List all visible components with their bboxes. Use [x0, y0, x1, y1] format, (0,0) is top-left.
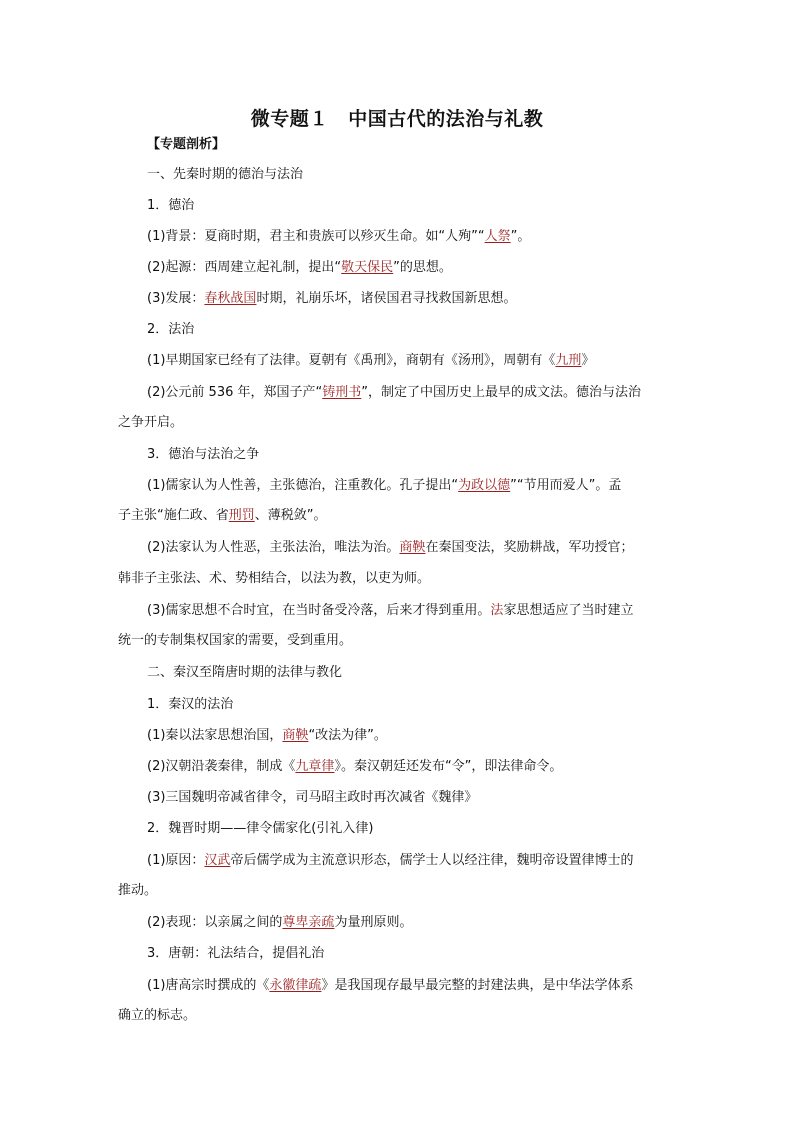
paragraph: (3)三国魏明帝减省律令，司马昭主政时再次减省《魏律》 — [147, 790, 478, 805]
text: (1)儒家认为人性善，主张德治，注重教化。孔子提出“ — [147, 478, 459, 493]
text: 在秦国变法，奖励耕战，军功授官； — [425, 540, 634, 555]
key-term: 刑罚 — [228, 508, 255, 523]
text: (2)汉朝沿袭秦律，制成《 — [147, 759, 296, 774]
paragraph — [147, 852, 633, 870]
paragraph — [147, 727, 387, 745]
part2-s1-heading: 1．秦汉的法治 — [147, 697, 234, 712]
text: 帝后儒学成为主流意识形态，儒学士人以经注律，魏明帝设置律博士的 — [230, 853, 634, 868]
paragraph — [147, 290, 516, 308]
text: 》 — [581, 353, 595, 368]
key-term: 九刑 — [555, 353, 582, 368]
text: 、薄税敛”。 — [254, 508, 327, 523]
text: 时期，礼崩乐坏，诸侯国君寻找救国新思想。 — [256, 291, 517, 306]
text: 》是我国现存最早最完整的封建法典，是中华法学体系 — [321, 978, 634, 993]
paragraph — [147, 384, 641, 402]
part1-s3-heading: 3．德治与法治之争 — [147, 447, 260, 462]
part1-s2-heading: 2．法治 — [147, 322, 195, 337]
paragraph — [147, 259, 452, 277]
part1-s1-heading: 1．德治 — [147, 198, 195, 213]
paragraph-continuation: 韩非子主张法、术、势相结合，以法为教，以吏为师。 — [118, 571, 431, 586]
key-term: 商鞅 — [282, 728, 309, 743]
text: ”“节用而爱人”。孟 — [510, 478, 622, 493]
paragraph — [147, 477, 621, 495]
key-term: 铸刑书 — [322, 385, 362, 400]
part2-heading: 二、秦汉至隋唐时期的法律与教化 — [147, 665, 343, 680]
text: ”，制定了中国历史上最早的成文法。德治与法治 — [361, 385, 641, 400]
text: ”。 — [510, 229, 531, 244]
part1-heading: 一、先秦时期的德治与法治 — [147, 167, 304, 182]
text: (1)背景：夏商时期，君主和贵族可以殄灭生命。如“人殉”“ — [147, 229, 485, 244]
paragraph — [147, 914, 412, 932]
paragraph — [147, 228, 530, 246]
paragraph — [147, 758, 562, 776]
key-term: 春秋战国 — [204, 291, 257, 306]
text: (1)唐高宗时撰成的《 — [147, 978, 270, 993]
key-term: 尊卑亲疏 — [282, 915, 335, 930]
text: (3)发展： — [147, 291, 205, 306]
key-term: 商鞅 — [399, 540, 426, 555]
text: “改法为律”。 — [308, 728, 387, 743]
text: (1)秦以法家思想治国， — [147, 728, 283, 743]
text: (2)表现：以亲属之间的 — [147, 915, 283, 930]
paragraph — [147, 977, 633, 995]
text: 子主张“施仁政、省 — [118, 508, 229, 523]
paragraph-continuation: 推动。 — [118, 883, 158, 898]
key-term: 永徽律疏 — [269, 978, 322, 993]
paragraph — [147, 602, 633, 620]
part2-s3-heading: 3．唐朝：礼法结合，提倡礼治 — [147, 946, 325, 961]
key-term: 九章律 — [295, 759, 335, 774]
text: (3)儒家思想不合时宜，在当时备受冷落，后来才得到重用。 — [147, 603, 491, 618]
paragraph — [147, 352, 594, 370]
page-title: 微专题１ 中国古代的法治与礼教 — [250, 108, 544, 130]
text: (2)法家认为人性恶，主张法治，唯法为治。 — [147, 540, 400, 555]
key-term: 为政以德 — [458, 478, 511, 493]
paragraph-continuation: 确立的标志。 — [118, 1008, 197, 1023]
text: (1)早期国家已经有了法律。夏朝有《禹刑》，商朝有《汤刑》，周朝有《 — [147, 353, 556, 368]
key-term: 汉武 — [204, 853, 231, 868]
text: (2)公元前 536 年，郑国子产“ — [147, 385, 323, 400]
paragraph-continuation: 统一的专制集权国家的需要，受到重用。 — [118, 633, 353, 648]
text: (1)原因： — [147, 853, 205, 868]
section-label: 【专题剖析】 — [147, 137, 226, 152]
key-term: 敬天保民 — [341, 260, 394, 275]
paragraph-continuation — [118, 507, 327, 525]
text: (2)起源：西周建立起礼制，提出“ — [147, 260, 342, 275]
text: ”的思想。 — [393, 260, 452, 275]
part2-s2-heading: 2．魏晋时期——律令儒家化(引礼入律) — [147, 821, 374, 836]
key-term: 法 — [490, 603, 504, 618]
text: 为量刑原则。 — [334, 915, 413, 930]
text: 家思想适应了当时建立 — [503, 603, 634, 618]
paragraph — [147, 539, 633, 557]
key-term: 人祭 — [484, 229, 511, 244]
paragraph-continuation: 之争开启。 — [118, 415, 184, 430]
text: 》。秦汉朝廷还发布“令”，即法律命令。 — [334, 759, 563, 774]
